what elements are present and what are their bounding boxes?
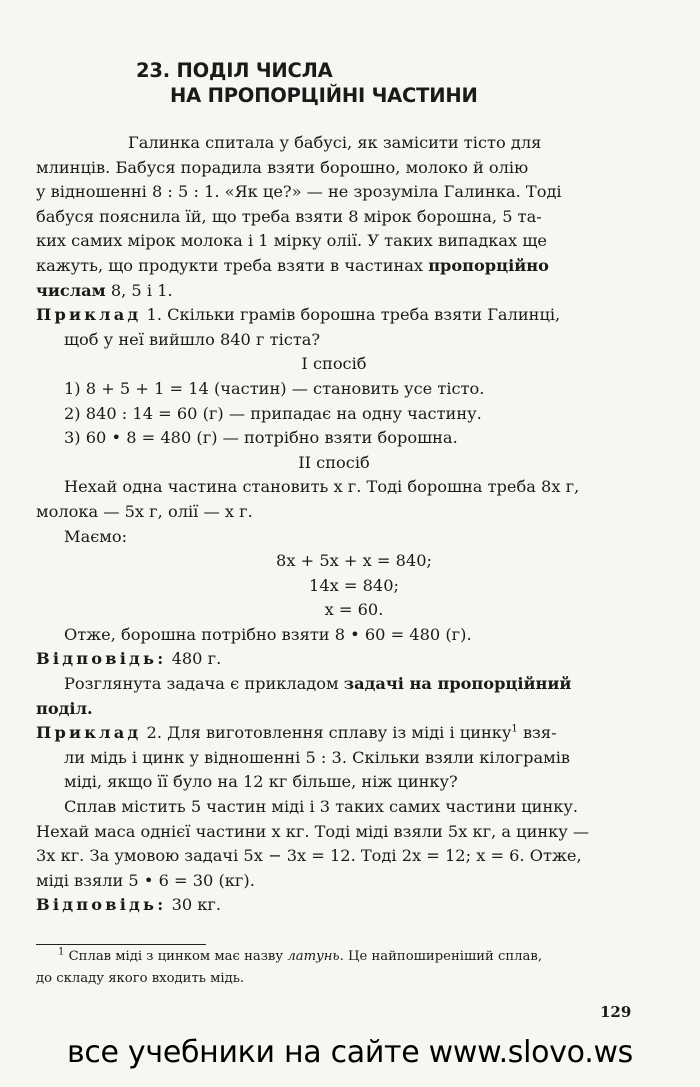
footnote-italic: латунь — [287, 949, 340, 964]
method-2-heading: ІІ спосіб — [298, 452, 370, 472]
example-label: Приклад — [36, 723, 142, 743]
intro-line: млинців. Бабуся порадила взяти борошно, молоко й олію — [36, 157, 529, 177]
page-body — [36, 131, 632, 918]
intro-line: бабуся пояснила їй, що треба взяти 8 мірок борошна, 5 та- — [36, 206, 542, 226]
answer-label: Відповідь: — [36, 895, 167, 915]
method-1-heading: І спосіб — [301, 354, 367, 374]
footnote-divider — [36, 944, 206, 945]
example2-text: 2. Для виготовлення сплаву із міді і цинку — [141, 723, 512, 743]
step-3: 3) 60 • 8 = 480 (г) — потрібно взяти борошна. — [64, 428, 458, 448]
bold-term: поділ. — [36, 698, 93, 718]
bold-term: пропорційно — [428, 255, 549, 275]
intro-text: кажуть, що продукти треба взяти в частинах — [36, 255, 429, 275]
example2-text-2: ли мідь і цинк у відношенні 5 : 3. Скільки взяли кілограмів — [64, 747, 571, 767]
have-label: Маємо: — [64, 526, 128, 546]
example1-text: 1. Скільки грамів борошна треба взяти Галинці, — [141, 305, 561, 325]
example1-header — [36, 303, 632, 328]
example2-text: взя- — [517, 723, 557, 743]
remark-line — [36, 672, 632, 697]
bold-term: числам — [36, 280, 106, 300]
intro-line — [36, 254, 632, 279]
solution-line: 3x кг. За умовою задачі 5x − 3x = 12. Тоді 2x = 12; x = 6. Отже, — [36, 846, 582, 866]
answer-label: Відповідь: — [36, 649, 167, 669]
footnote-line-2: до складу якого входить мідь. — [36, 971, 245, 986]
solution-line: міді взяли 5 • 6 = 30 (кг). — [36, 870, 255, 890]
footnote-mark: 1 — [58, 946, 65, 958]
section-title — [136, 58, 478, 108]
footnote-text: Сплав міді з цинком має назву — [64, 949, 288, 964]
answer-1 — [36, 647, 632, 672]
footnote — [36, 946, 632, 990]
example2-text-3: міді, якщо її було на 12 кг більше, ніж цинку? — [64, 772, 458, 792]
footnote-text: . Це найпоширеніший сплав, — [339, 949, 543, 964]
page-number: 129 — [600, 1003, 632, 1021]
intro-line — [36, 279, 632, 304]
remark-line-2 — [36, 697, 632, 722]
example2-header — [36, 721, 632, 746]
title-line-1: 23. ПОДІЛ ЧИСЛА — [136, 59, 333, 82]
site-banner: все учебники на сайте www.slovo.ws — [66, 1035, 634, 1070]
intro-tail: 8, 5 і 1. — [105, 280, 173, 300]
footnote-mark: 1 — [511, 723, 518, 735]
example1-text-2: щоб у неї вийшло 840 г тіста? — [64, 329, 321, 349]
answer-value: 480 г. — [166, 649, 222, 669]
title-line-2: НА ПРОПОРЦІЙНІ ЧАСТИНИ — [170, 84, 478, 107]
bold-term: задачі на пропорційний — [343, 674, 572, 694]
footnote-line-1 — [36, 946, 632, 968]
answer-2 — [36, 893, 632, 918]
conclusion: Отже, борошна потрібно взяти 8 • 60 = 480 (г). — [64, 624, 472, 644]
solution-line: Нехай маса однієї частини x кг. Тоді міді взяли 5x кг, а цинку — — [36, 821, 590, 841]
equation-2: 14x = 840; — [309, 575, 399, 595]
equation-1: 8x + 5x + x = 840; — [276, 551, 432, 571]
remark-text: Розглянута задача є прикладом — [64, 674, 344, 694]
intro-line: у відношенні 8 : 5 : 1. «Як це?» — не зрозуміла Галинка. Тоді — [36, 182, 562, 202]
method-2-line-2: молока — 5x г, олії — x г. — [36, 501, 253, 521]
example-label: Приклад — [36, 305, 142, 325]
intro-line: Галинка спитала у бабусі, як замісити тісто для — [128, 133, 542, 152]
solution-line: Сплав містить 5 частин міді і 3 таких самих частини цинку. — [64, 797, 579, 817]
equation-3: x = 60. — [324, 600, 384, 620]
answer-value: 30 кг. — [166, 895, 222, 915]
intro-line: ких самих мірок молока і 1 мірку олії. У таких випадках ще — [36, 231, 547, 251]
method-2-line-1: Нехай одна частина становить x г. Тоді борошна треба 8x г, — [64, 477, 580, 497]
step-1: 1) 8 + 5 + 1 = 14 (частин) — становить усе тісто. — [64, 378, 485, 398]
step-2: 2) 840 : 14 = 60 (г) — припадає на одну частину. — [64, 403, 482, 423]
